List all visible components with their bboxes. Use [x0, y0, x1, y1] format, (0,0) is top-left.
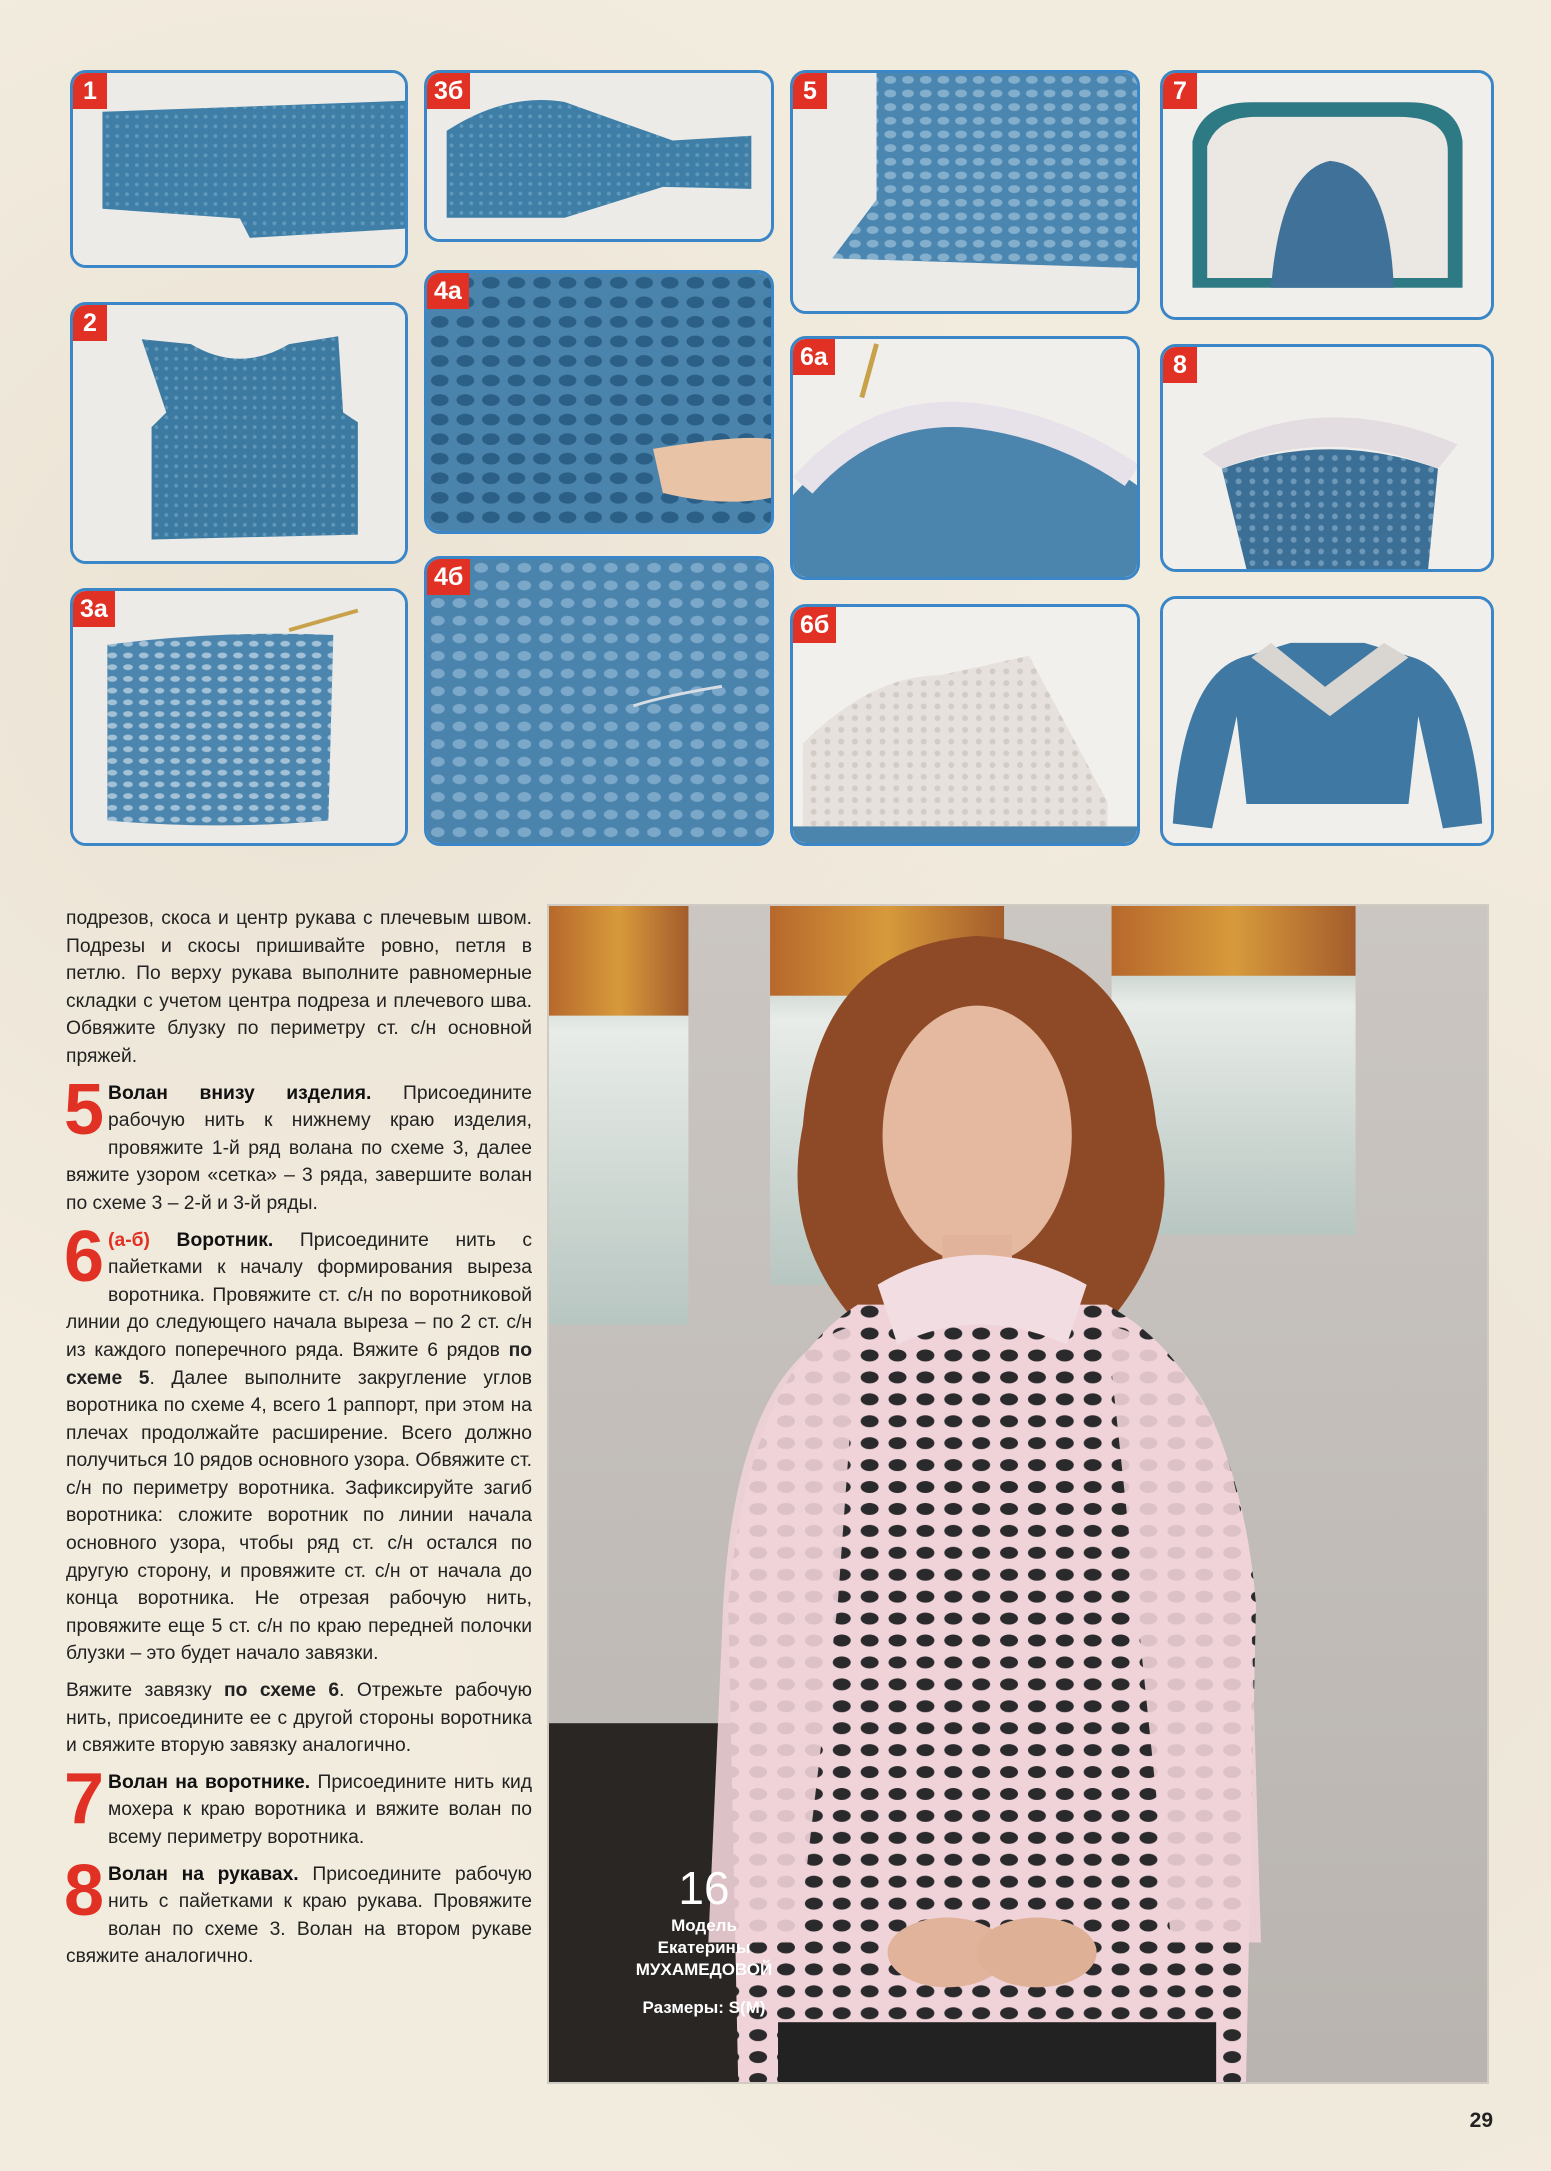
step-number: 5: [64, 1069, 105, 1150]
collar-start-image: [793, 339, 1137, 577]
step-photo-ref: (а-б): [108, 1229, 150, 1251]
designer-name: МУХАМЕДОВОЙ: [635, 1960, 773, 1979]
tie-body: Вяжите завязку: [66, 1680, 225, 1702]
scheme-ref: по схеме 5: [66, 1339, 532, 1389]
collar-frill-image: [1163, 73, 1491, 317]
photo-step-3b: [424, 70, 774, 242]
sizes-label: Размеры: S(M): [642, 1998, 766, 2017]
model-number: 16: [678, 1862, 730, 1914]
step-badge: 3б: [427, 73, 470, 109]
step-body: Присоедините рабочую нить с пайетками к краю рукава. Провяжите волан по схеме 3. Волан на втором рукаве свяжите аналогично.: [66, 1863, 532, 1968]
page-number: 29: [1469, 2109, 1493, 2132]
instructions-column: [66, 905, 532, 1980]
intro-paragraph: подрезов, скоса и центр рукава с плечевым швом. Подрезы и скосы пришивайте ровно, петля в петлю. По верху рукава выполните равномерные складки с учетом центра подреза и плечевого шва. Обвяжите блузку по периметру ст. с/н основной пряжей.: [66, 908, 532, 1067]
tie-body: . Отрежьте рабочую нить, присоедините ее с другой стороны воротника и свяжите вторую завязку аналогично.: [66, 1680, 532, 1757]
step-badge: 3а: [73, 591, 115, 627]
caption-line: Модель: [671, 1916, 737, 1935]
step-badge: 1: [73, 73, 107, 109]
step-badge: 7: [1163, 73, 1197, 109]
step-body: Присоедините нить с пайетками к началу формирования выреза воротника. Провяжите ст. с/н по воротниковой линии до следующего начала выреза – по 2 ст. с/н из каждого поперечного ряда. Вяжите 6 рядов: [66, 1229, 532, 1361]
step-badge: 8: [1163, 347, 1197, 383]
back-piece-image: [73, 305, 405, 561]
step-heading: Волан внизу изделия.: [108, 1082, 372, 1104]
step-body: Присоедините рабочую нить к нижнему краю изделия, провяжите 1-й ряд волана по схеме 3, далее вяжите узором «сетка» – 3 ряда, завершите волан по схеме 3 – 2-й и 3-й ряды.: [66, 1082, 533, 1214]
step-body: Присоедините нить кид мохера к краю воротника и вяжите волан по всему периметру воротника.: [108, 1771, 532, 1848]
step-badge: 4а: [427, 273, 469, 309]
photo-step-1: [70, 70, 408, 268]
model-photo: [547, 904, 1489, 2084]
photo-step-4a: [424, 270, 774, 534]
step-badge: 2: [73, 305, 107, 341]
step-badge: 4б: [427, 559, 470, 595]
scheme-ref: по схеме 6: [224, 1680, 340, 1702]
step-number: 8: [64, 1850, 105, 1931]
lace-closeup-image: [427, 273, 771, 531]
step-number: 6: [64, 1216, 105, 1297]
collar-piece-image: [793, 607, 1137, 843]
step-5: [64, 1069, 533, 1218]
photo-finished-blouse: [1160, 596, 1494, 846]
photo-step-8: [1160, 344, 1494, 572]
finished-blouse-image: [1163, 599, 1491, 843]
sleeve-frill-image: [1163, 347, 1491, 569]
seam-closeup-image: [427, 559, 771, 843]
step-heading: Волан на рукавах.: [108, 1863, 299, 1885]
step-8: [64, 1850, 532, 1971]
bottom-edge-image: [793, 73, 1137, 311]
mesh-sample-image: [73, 591, 405, 843]
photo-step-6a: [790, 336, 1140, 580]
step-number: 7: [64, 1758, 105, 1839]
step-heading: Волан на воротнике.: [108, 1771, 311, 1793]
photo-step-5: [790, 70, 1140, 314]
step-6: [64, 1216, 532, 1669]
caption-line: Екатерины: [657, 1938, 751, 1957]
tie-paragraph: [66, 1677, 532, 1760]
photo-step-3a: [70, 588, 408, 846]
sleeve-piece-image: [73, 73, 405, 265]
step-badge: 6а: [793, 339, 835, 375]
step-body: . Далее выполните закругление углов воротника по схеме 4, всего 1 раппорт, при этом на плечах продолжайте расширение. Всего должно получиться 10 рядов основного узора. Обвяжите ст. с/н по периметру воротника. Зафиксируйте загиб воротника: сложите воротник по линии начала основного узора, чтобы ряд ст. с/н остался по другую сторону, и провяжите ст. с/н от начала до конца воротника. Не отрезая рабочую нить, провяжите еще 5 ст. с/н по краю передней полочки блузки – это будет начало завязки.: [66, 1367, 532, 1665]
step-badge: 5: [793, 73, 827, 109]
photo-step-2: [70, 302, 408, 564]
photo-step-7: [1160, 70, 1494, 320]
photo-step-4b: [424, 556, 774, 846]
step-heading: Воротник.: [149, 1229, 274, 1251]
sleeve-piece-image: [427, 73, 771, 239]
step-badge: 6б: [793, 607, 836, 643]
step-7: [64, 1758, 532, 1852]
photo-step-6b: [790, 604, 1140, 846]
photo-caption: [589, 1861, 819, 2019]
